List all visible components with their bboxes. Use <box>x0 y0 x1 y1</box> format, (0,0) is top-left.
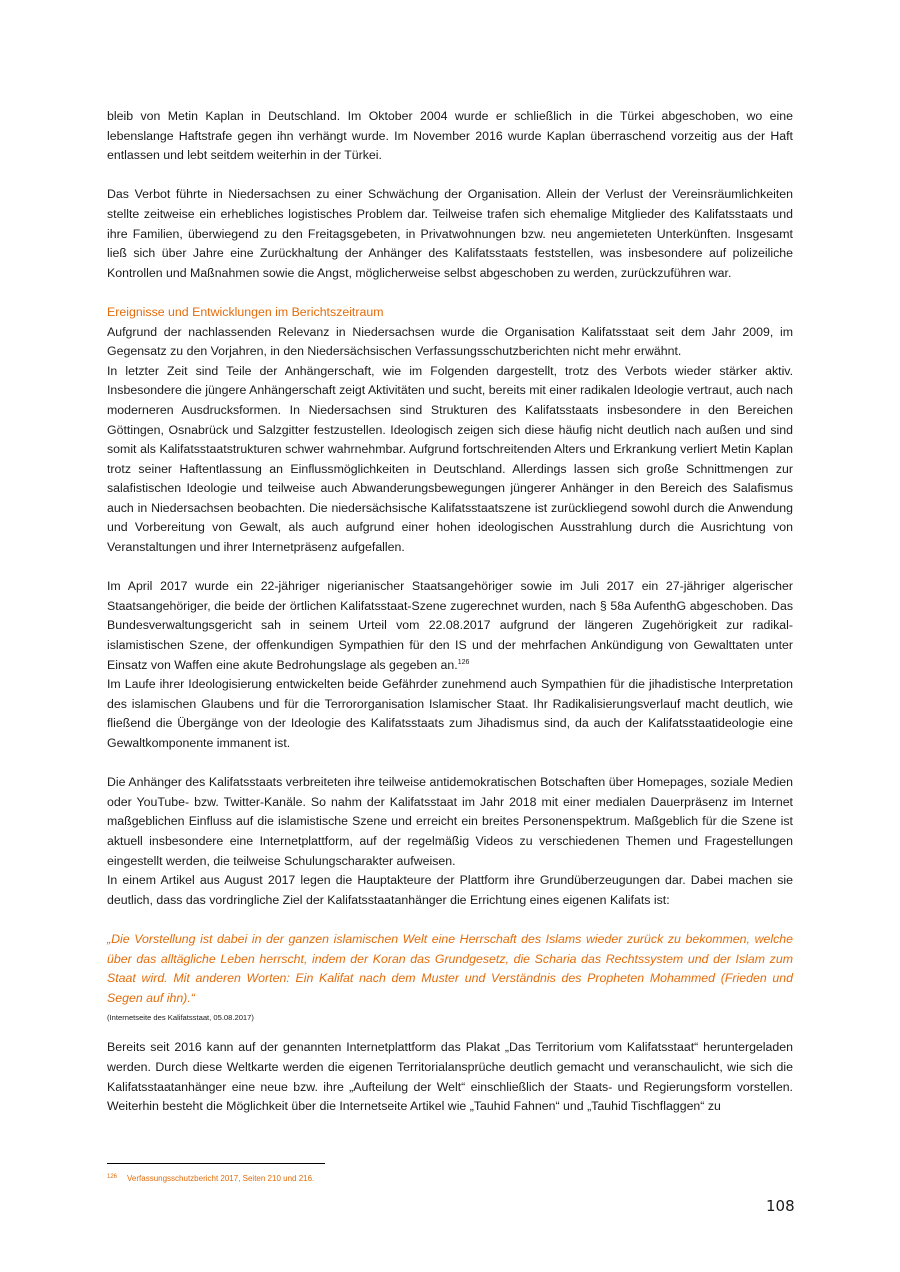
page-number: 108 <box>766 1197 795 1215</box>
paragraph-article: In einem Artikel aus August 2017 legen die Hauptakteure der Plattform ihre Grundüberzeugungen dar. Dabei machen sie deutlich, dass das vordringliche Ziel der Kalifatsstaatanhänger die Errichtung eines eigenen Kalifats ist: <box>107 873 793 907</box>
footnote-text: Verfassungsschutzbericht 2017, Seiten 210 und 216. <box>127 1174 315 1183</box>
footnote <box>107 1172 314 1184</box>
footnote-number: 126 <box>107 1174 118 1180</box>
quote-block: „Die Vorstellung ist dabei in der ganzen islamischen Welt eine Herrschaft des Islams wieder zurück zu bekommen, welche über das alltägliche Leben herrscht, indem der Koran das Grundgesetz, die Scharia das Rechtssystem und der Islam zum Staat wird. Mit anderen Worten: Ein Kalifat nach dem Muster und Verständnis des Propheten Mohammed (Frieden und Segen auf ihn).“ <box>107 931 793 1005</box>
paragraph-kaplan-deportation: bleib von Metin Kaplan in Deutschland. Im Oktober 2004 wurde er schließlich in die Türkei abgeschoben, wo eine lebenslange Haftstrafe gegen ihn verhängt wurde. Im November 2016 wurde Kaplan überraschend vorzeitig aus der Haft entlassen und lebt seitdem weiterhin in der Türkei. <box>107 109 793 163</box>
footnote-divider <box>107 1163 325 1164</box>
footnote-reference: 126 <box>457 658 470 666</box>
section-heading: Ereignisse und Entwicklungen im Berichtszeitraum <box>107 304 384 319</box>
quote-source: (Internetseite des Kalifatsstaat, 05.08.2017) <box>107 1013 254 1023</box>
paragraph-deportations <box>107 577 793 675</box>
paragraph-deportations-text: Im April 2017 wurde ein 22-jähriger nigerianischer Staatsangehöriger sowie im Juli 2017 ein 27-jähriger algerischer Staatsangehöriger, die beide der örtlichen Kalifatsstaat-Szene zugerechnet wurden, nach § 58a AufenthG abgeschoben. Das Bundesverwaltungsgericht sah in seinem Urteil vom 22.08.2017 aufgrund der längeren Zugehörigkeit zur radikal-islamistischen Szene, der offenkundigen Sympathien für den IS und der mehrfachen Ankündigung von Gewalttaten unter Einsatz von Waffen eine akute Bedrohungslage als gegeben an. <box>107 579 793 672</box>
paragraph-relevance: Aufgrund der nachlassenden Relevanz in Niedersachsen wurde die Organisation Kalifatsstaat seit dem Jahr 2009, im Gegensatz zu den Vorjahren, in den Niedersächsischen Verfassungsschutzberichten nicht mehr erwähnt. <box>107 324 793 359</box>
paragraph-radicalization: Im Laufe ihrer Ideologisierung entwickelten beide Gefährder zunehmend auch Sympathien für die jihadistische Interpretation des islamischen Glaubens und für die Terrororganisation Islamischer Staat. Ihr Radikalisierungsverlauf macht deutlich, wie fließend die Übergänge von der Ideologie des Kalifatsstaats zum Jihadismus sind, da auch der Kalifatsstaatideologie eine Gewaltkomponente immanent ist. <box>107 677 793 750</box>
paragraph-recent-activity: In letzter Zeit sind Teile der Anhängerschaft, wie im Folgenden dargestellt, trotz des Verbots wieder stärker aktiv. Insbesondere die jüngere Anhängerschaft zeigt Aktivitäten und sucht, bereits mit einer radikalen Ideologie vertraut, auch nach moderneren Ausdrucksformen. In Niedersachsen sind Strukturen des Kalifatsstaats insbesondere in den Bereichen Göttingen, Osnabrück und Salzgitter festzustellen. Ideologisch zeigen sich diese häufig nicht deutlich nach außen und sind somit als Kalifatsstaatstrukturen schwer wahrnehmbar. Aufgrund fortschreitenden Alters und Erkrankung verliert Metin Kaplan trotz seiner Haftentlassung an Einflussmöglichkeiten in Deutschland. Allerdings lassen sich große Schnittmengen zur salafistischen Ideologie und teilweise auch Abwanderungsbewegungen jüngerer Anhänger in den Bereich des Salafismus auch in Niedersachsen beobachten. Die niedersächsische Kalifatsstaatszene ist zurückliegend sowohl durch die Anwendung und Vorbereitung von Gewalt, als auch aufgrund einer hohen ideologischen Ausstrahlung durch die Ausrichtung von Veranstaltungen und ihrer Internetpräsenz aufgefallen. <box>107 363 793 555</box>
paragraph-ban-effects: Das Verbot führte in Niedersachsen zu einer Schwächung der Organisation. Allein der Verlust der Vereinsräumlichkeiten stellte zeitweise ein erhebliches logistisches Problem dar. Teilweise trafen sich ehemalige Mitglieder des Kalifatsstaats und ihre Familien, überwiegend zu den Freitagsgebeten, in Privatwohnungen bzw. neu angemieteten Unterkünften. Insgesamt ließ sich über Jahre eine Zurückhaltung der Anhänger des Kalifatsstaats feststellen, was insbesondere auf polizeiliche Kontrollen und Maßnahmen sowie die Angst, möglicherweise selbst abgeschoben zu werden, zurückzuführen war. <box>107 187 793 280</box>
page-body <box>107 107 793 1117</box>
paragraph-poster: Bereits seit 2016 kann auf der genannten Internetplattform das Plakat „Das Territorium vom Kalifatsstaat“ heruntergeladen werden. Durch diese Weltkarte werden die eigenen Territorialansprüche deutlich gemacht und veranschaulicht, wie sich die Kalifatsstaatanhänger eine neue bzw. ihre „Aufteilung der Welt“ einschließlich der Staats- und Regierungsform vorstellen. Weiterhin besteht die Möglichkeit über die Internetseite Artikel wie „Tauhid Fahnen“ und „Tauhid Tischflaggen“ zu <box>107 1040 793 1114</box>
paragraph-online-presence: Die Anhänger des Kalifatsstaats verbreiteten ihre teilweise antidemokratischen Botschaften über Homepages, soziale Medien oder YouTube- bzw. Twitter-Kanäle. So nahm der Kalifatsstaat im Jahr 2018 mit einer medialen Dauerpräsenz im Internet maßgeblichen Einfluss auf die islamistische Szene und erreicht ein breites Personenspektrum. Maßgeblich für die Szene ist aktuell insbesondere eine Internetplattform, auf der regelmäßig Videos zu verschiedenen Themen und Fragestellungen eingestellt werden, die teilweise Schulungscharakter aufweisen. <box>107 775 793 868</box>
